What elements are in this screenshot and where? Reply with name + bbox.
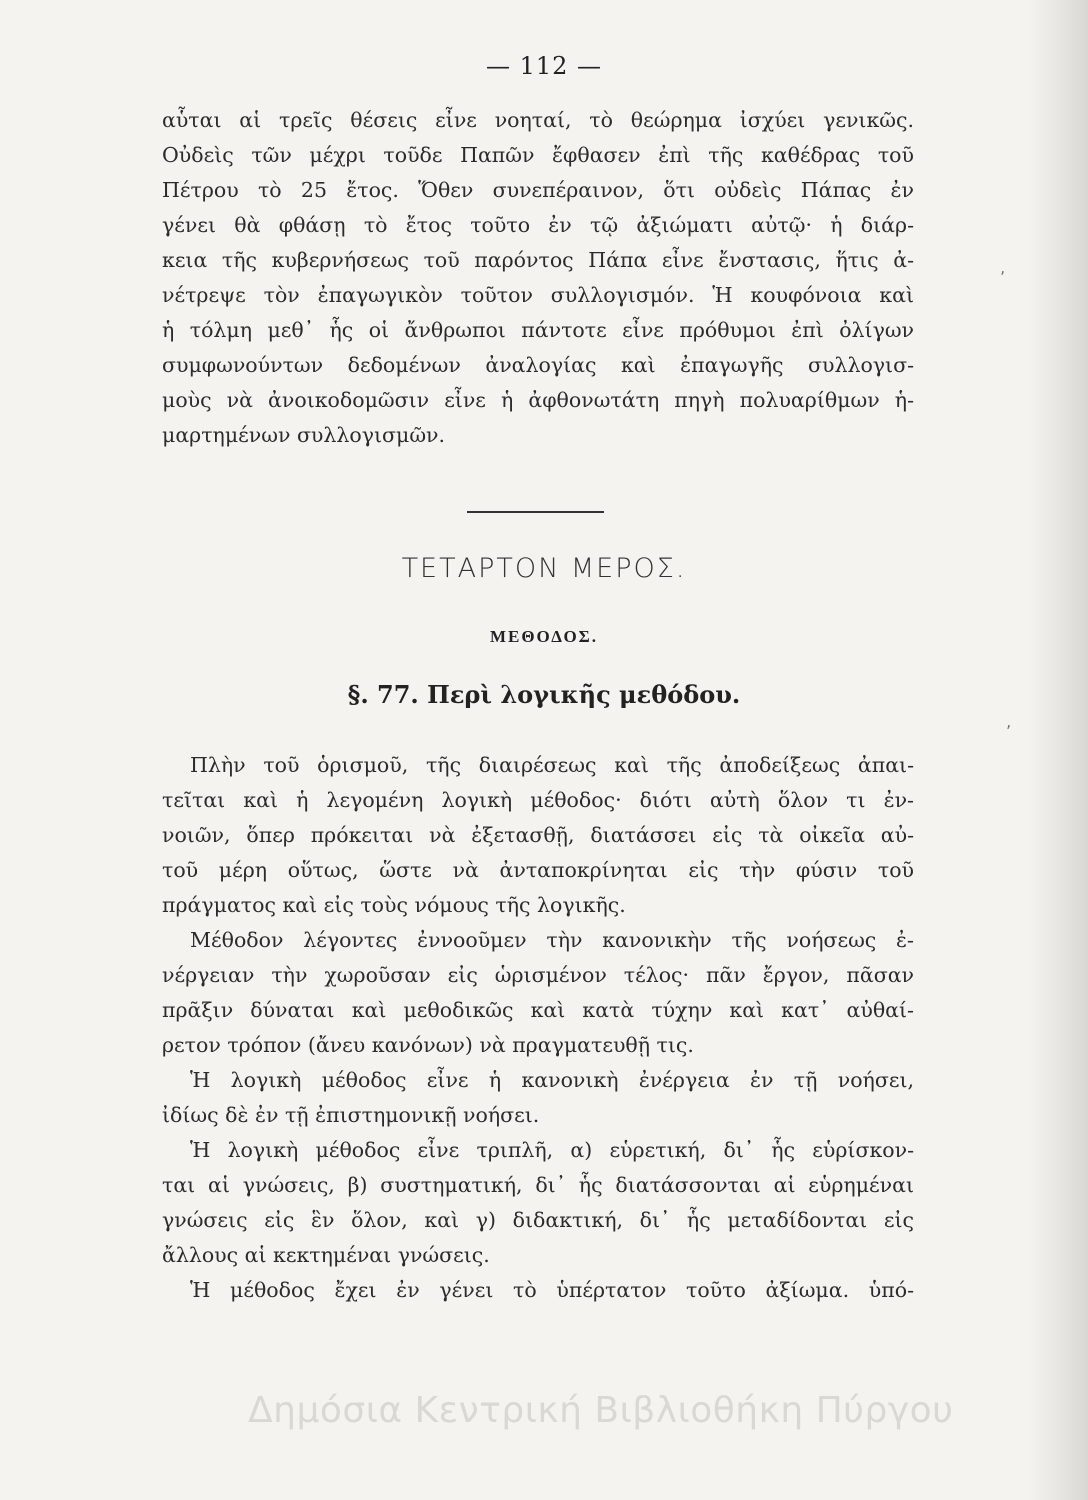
text-line: νέτρεψε τὸν ἐπαγωγικὸν τοῦτον συλλογισμόν. Ἡ κουφόνοια καὶ xyxy=(162,283,914,307)
library-watermark: Δημόσια Κεντρική Βιβλιοθήκη Πύργου xyxy=(248,1390,954,1431)
text-line: μαρτημένων συλλογισμῶν. xyxy=(162,423,446,447)
section-title: Περὶ λογικῆς μεθόδου. xyxy=(427,680,741,709)
text-line: γένει θὰ φθάσῃ τὸ ἔτος τοῦτο ἐν τῷ ἀξιώματι αὐτῷ· ἡ διάρ- xyxy=(162,213,914,237)
speck-mark: ‚ xyxy=(1000,258,1006,277)
text-line: γνώσεις εἰς ἓν ὅλον, καὶ γ) διδακτική, δι᾽ ἧς μεταδίδονται εἰς xyxy=(162,1208,914,1232)
text-line: τοῦ μέρη οὕτως, ὥστε νὰ ἀνταποκρίνηται εἰς τὴν φύσιν τοῦ xyxy=(162,858,914,882)
text-line: Ἡ λογικὴ μέθοδος εἶνε τριπλῆ, α) εὑρετική, δι᾽ ἧς εὑρίσκον- xyxy=(190,1138,914,1162)
section-number: 77. xyxy=(377,680,419,709)
text-line: μοὺς νὰ ἀνοικοδομῶσιν εἶνε ἡ ἀφθονωτάτη πηγὴ πολυαρίθμων ἡ- xyxy=(162,388,914,412)
section-symbol: §. xyxy=(347,680,369,709)
body-text xyxy=(162,748,914,1308)
text-line: ἰδίως δὲ ἐν τῇ ἐπιστημονικῇ νοήσει. xyxy=(162,1103,540,1127)
text-line: Ἡ μέθοδος ἔχει ἐν γένει τὸ ὑπέρτατον τοῦτο ἀξίωμα. ὑπό- xyxy=(190,1278,914,1302)
text-line: ἄλλους αἱ κεκτημέναι γνώσεις. xyxy=(162,1243,490,1267)
text-line: Μέθοδον λέγοντες ἐννοοῦμεν τὴν κανονικὴν τῆς νοήσεως ἐ- xyxy=(190,928,914,952)
method-title: ΜΕΘΟΔΟΣ. xyxy=(489,627,599,646)
speck-mark: ‚ xyxy=(1006,712,1012,731)
text-line: νέργειαν τὴν χωροῦσαν εἰς ὡρισμένον τέλος· πᾶν ἔργον, πᾶσαν xyxy=(162,963,914,987)
text-line: ται αἱ γνώσεις, β) συστηματική, δι᾽ ἧς διατάσσονται αἱ εὑρημέναι xyxy=(162,1173,914,1197)
text-line: κεια τῆς κυβερνήσεως τοῦ παρόντος Πάπα εἶνε ἔνστασις, ἥτις ἀ- xyxy=(162,248,914,272)
section-heading xyxy=(0,680,1088,709)
text-line: ρετον τρόπον (ἄνευ κανόνων) νὰ πραγματευθῇ τις. xyxy=(162,1033,694,1057)
text-line: Πλὴν τοῦ ὁρισμοῦ, τῆς διαιρέσεως καὶ τῆς ἀποδείξεως ἀπαι- xyxy=(190,753,914,777)
page-number: — 112 — xyxy=(485,52,603,80)
text-line: τεῖται καὶ ἡ λεγομένη λογικὴ μέθοδος· διότι αὐτὴ ὅλον τι ἐν- xyxy=(162,788,914,812)
text-line: συμφωνούντων δεδομένων ἀναλογίας καὶ ἐπαγωγῆς συλλογισ- xyxy=(162,353,914,377)
top-paragraph xyxy=(162,103,914,453)
page-edge-shadow xyxy=(1028,0,1088,1500)
text-line: Πέτρου τὸ 25 ἔτος. Ὅθεν συνεπέραινον, ὅτι οὐδεὶς Πάπας ἐν xyxy=(162,178,914,202)
text-line: πρᾶξιν δύναται καὶ μεθοδικῶς καὶ κατὰ τύχην καὶ κατ᾽ αὐθαί- xyxy=(162,998,914,1022)
text-line: ἡ τόλμη μεθ᾽ ἧς οἱ ἄνθρωποι πάντοτε εἶνε πρόθυμοι ἐπὶ ὀλίγων xyxy=(162,318,914,342)
text-line: αὗται αἱ τρεῖς θέσεις εἶνε νοηταί, τὸ θεώρημα ἰσχύει γενικῶς. xyxy=(162,108,914,132)
section-divider xyxy=(467,511,604,513)
text-line: νοιῶν, ὅπερ πρόκειται νὰ ἐξετασθῇ, διατάσσει εἰς τὰ οἰκεῖα αὐ- xyxy=(162,823,914,847)
text-line: Ἡ λογικὴ μέθοδος εἶνε ἡ κανονικὴ ἐνέργεια ἐν τῇ νοήσει, xyxy=(190,1068,914,1092)
part-title: ΤΕΤΑΡΤΟΝ ΜΕΡΟΣ. xyxy=(401,553,687,584)
text-line: πράγματος καὶ εἰς τοὺς νόμους τῆς λογικῆς. xyxy=(162,893,626,917)
text-line: Οὐδεὶς τῶν μέχρι τοῦδε Παπῶν ἔφθασεν ἐπὶ τῆς καθέδρας τοῦ xyxy=(162,143,914,167)
